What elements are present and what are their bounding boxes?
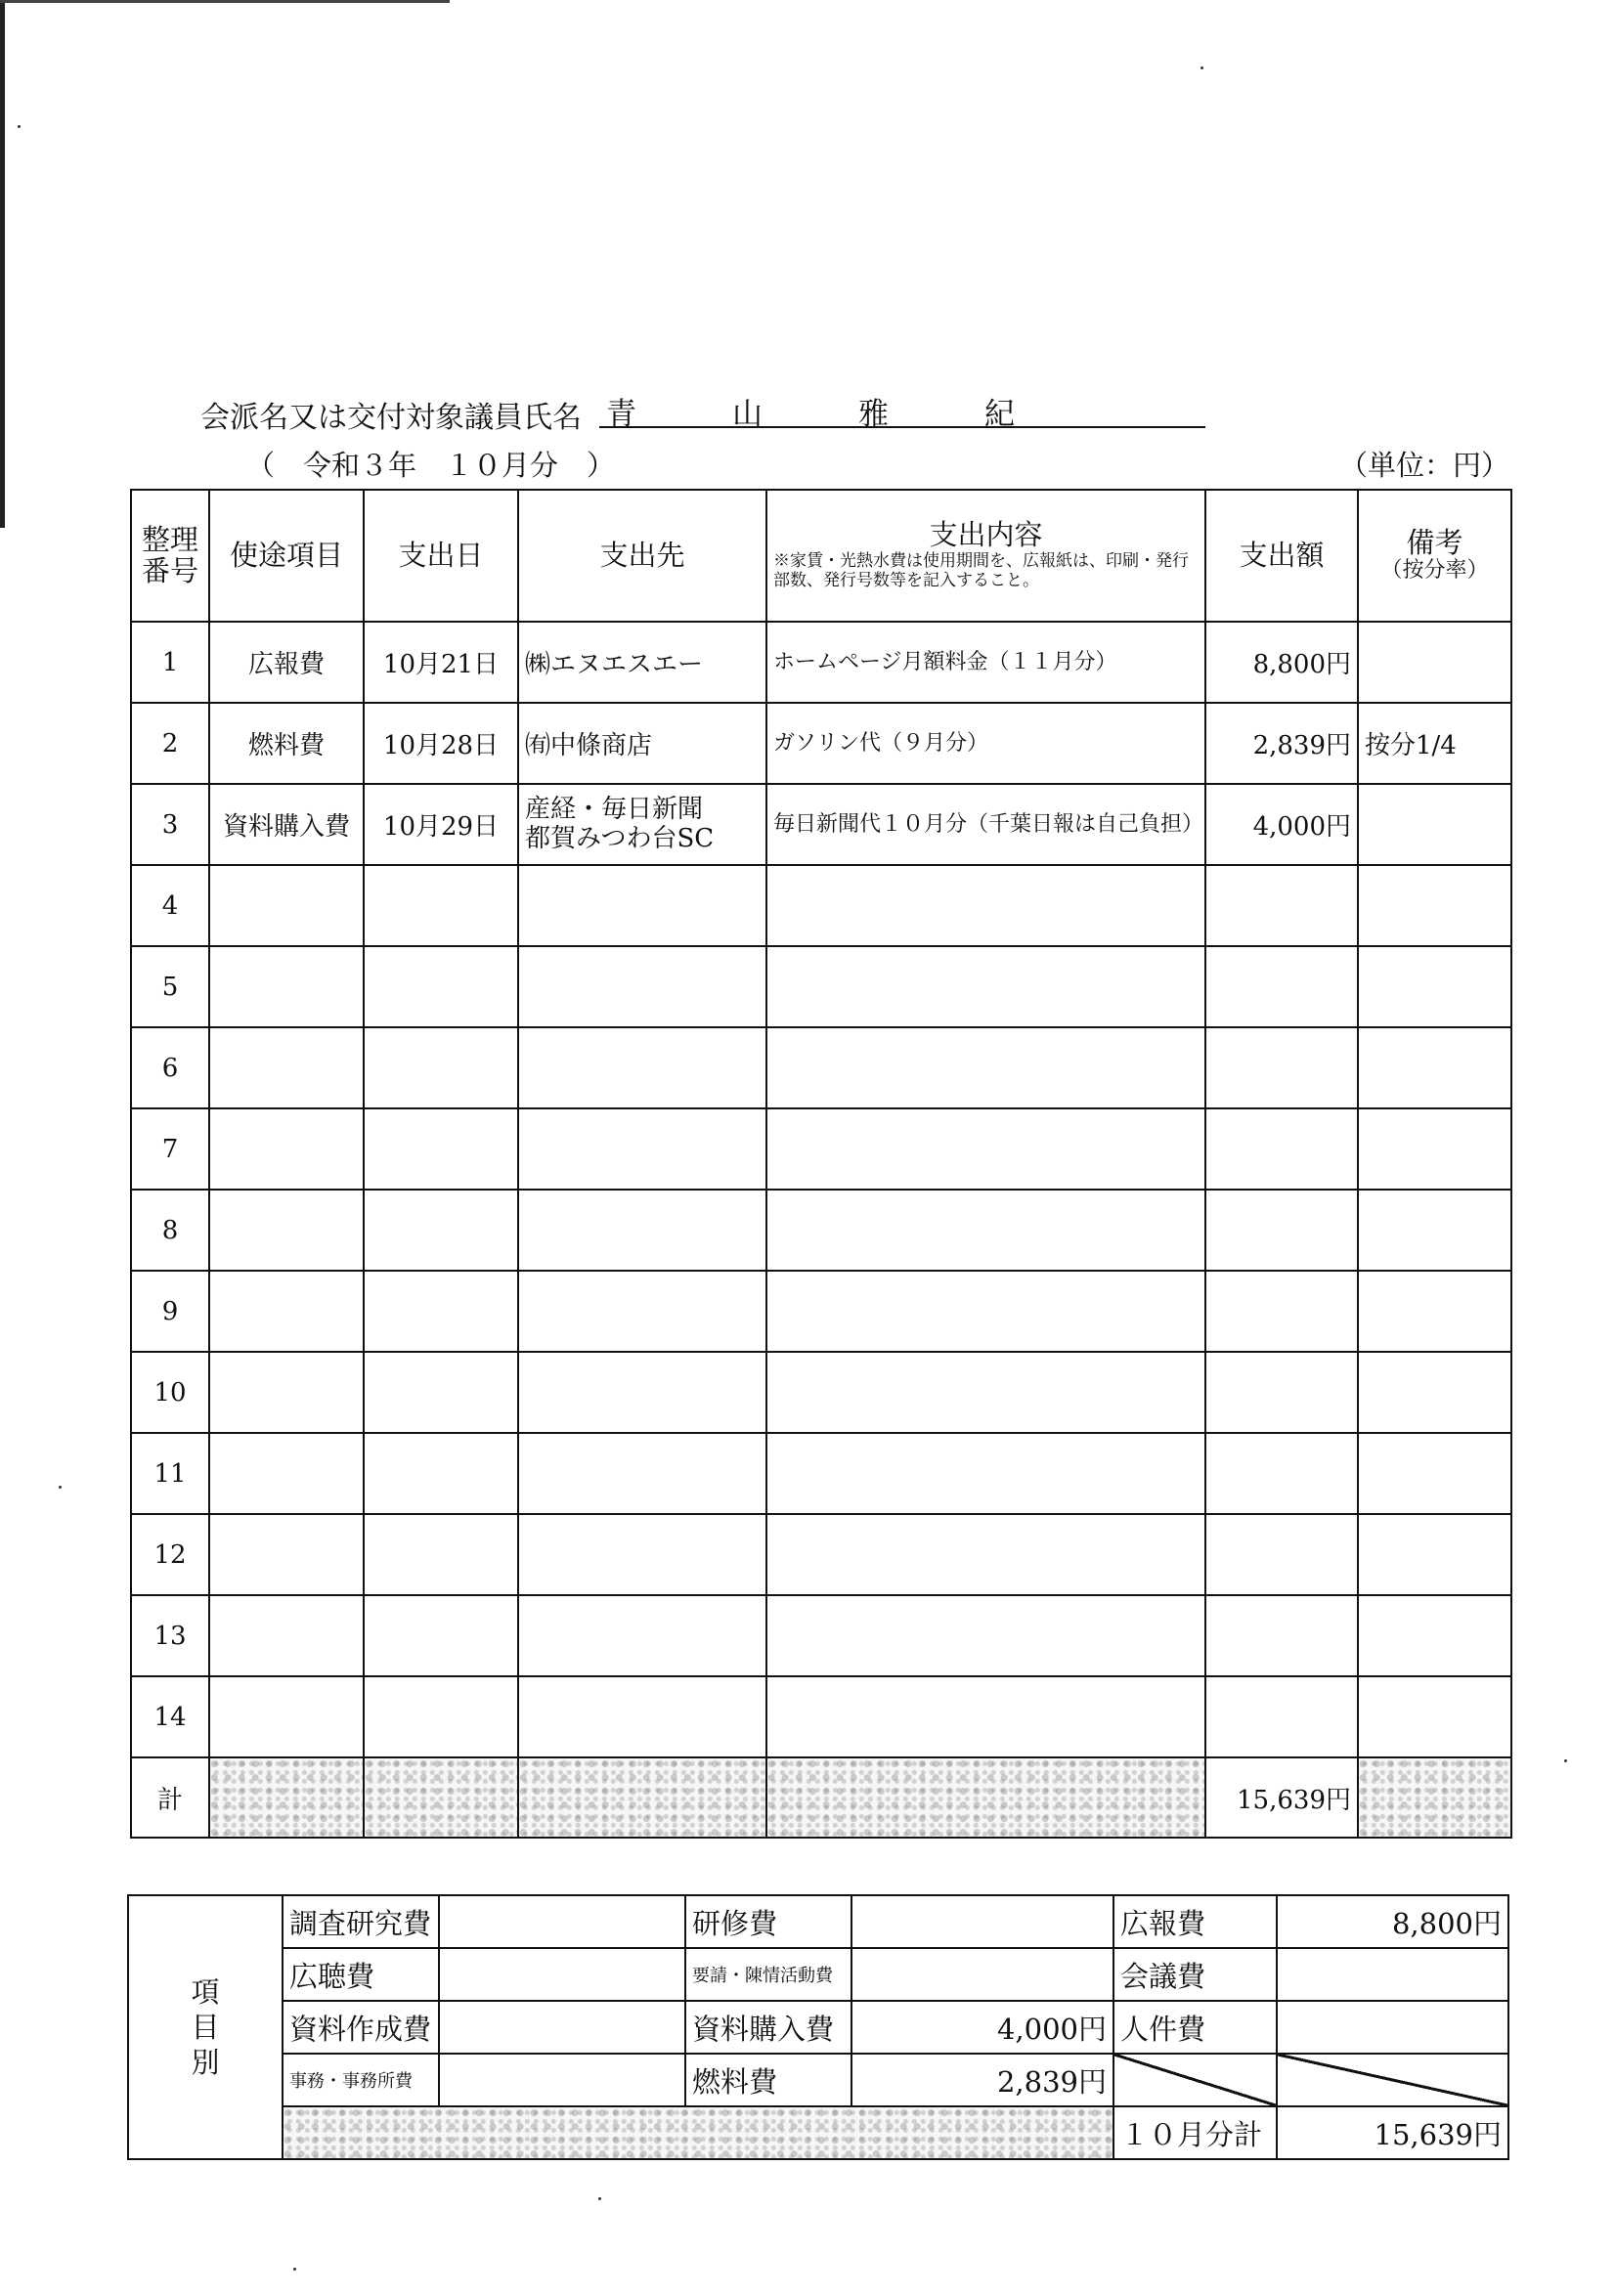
- member-name-line: [200, 389, 1207, 435]
- row-no: 11: [131, 1433, 209, 1514]
- row-remarks: [1358, 784, 1511, 865]
- total-blank: [209, 1757, 364, 1838]
- summary-row: [128, 1948, 1508, 2001]
- table-row: [131, 1352, 1511, 1433]
- scan-speck: [293, 2268, 296, 2271]
- category-summary-table: [127, 1894, 1509, 2160]
- summary-label: 会議費: [1113, 1948, 1277, 2001]
- content-note: ※家賃・光熱水費は使用期間を、広報紙は、印刷・発行部数、発行号数等を記入すること。: [773, 551, 1189, 591]
- row-category: [209, 1352, 364, 1433]
- total-label: 計: [131, 1757, 209, 1838]
- row-payee: [518, 1190, 766, 1271]
- header-category: 使途項目: [209, 490, 364, 622]
- summary-side-label: 項 目 別: [128, 1895, 283, 2159]
- row-date: [364, 1352, 518, 1433]
- total-blank: [766, 1757, 1205, 1838]
- header-payee: 支出先: [518, 490, 766, 622]
- row-no: 13: [131, 1595, 209, 1676]
- row-category: [209, 1027, 364, 1108]
- summary-value: [439, 2001, 685, 2054]
- header-remarks: 備考 （按分率）: [1358, 490, 1511, 622]
- summary-total-value: 15,639円: [1277, 2106, 1508, 2159]
- summary-value: 8,800円: [1277, 1895, 1508, 1948]
- row-date: [364, 1433, 518, 1514]
- row-no: 9: [131, 1271, 209, 1352]
- row-content: [766, 1190, 1205, 1271]
- row-no: 7: [131, 1108, 209, 1190]
- total-blank: [364, 1757, 518, 1838]
- row-content: [766, 1027, 1205, 1108]
- row-remarks: 按分1/4: [1358, 703, 1511, 784]
- row-date: [364, 1676, 518, 1757]
- row-payee: [518, 1595, 766, 1676]
- table-row: [131, 1190, 1511, 1271]
- row-payee: [518, 1514, 766, 1595]
- row-payee-line: ㈱エヌエスエー: [525, 650, 704, 679]
- total-blank: [1358, 1757, 1511, 1838]
- member-name-underline: [599, 389, 1205, 432]
- row-date: [364, 1271, 518, 1352]
- row-remarks: [1358, 946, 1511, 1027]
- row-payee: [518, 1271, 766, 1352]
- row-no: 6: [131, 1027, 209, 1108]
- summary-value: [439, 1948, 685, 2001]
- row-payee-line: ㈲中條商店: [525, 731, 653, 760]
- row-content: [766, 1271, 1205, 1352]
- summary-value: [439, 2054, 685, 2106]
- row-payee: [518, 946, 766, 1027]
- row-date: [364, 1027, 518, 1108]
- scan-speck: [598, 2197, 601, 2200]
- header-amount: 支出額: [1205, 490, 1358, 622]
- row-date: 10月21日: [364, 622, 518, 703]
- row-remarks: [1358, 1352, 1511, 1433]
- table-row: [131, 1271, 1511, 1352]
- row-no: 2: [131, 703, 209, 784]
- member-label: 会派名又は交付対象議員氏名: [200, 401, 582, 435]
- row-category: [209, 1433, 364, 1514]
- table-row: [131, 865, 1511, 946]
- scan-speck: [1564, 1759, 1567, 1762]
- report-period: （ 令和３年 １０月分 ）: [246, 449, 616, 482]
- row-amount: [1205, 1108, 1358, 1190]
- row-content: [766, 1433, 1205, 1514]
- row-remarks: [1358, 1108, 1511, 1190]
- header-content: 支出内容 ※家賃・光熱水費は使用期間を、広報紙は、印刷・発行部数、発行号数等を記入すること。: [766, 490, 1205, 622]
- row-category: [209, 1514, 364, 1595]
- summary-value: [1277, 1948, 1508, 2001]
- total-amount: 15,639円: [1205, 1757, 1358, 1838]
- row-payee: [518, 1352, 766, 1433]
- row-amount: [1205, 946, 1358, 1027]
- row-amount: [1205, 1433, 1358, 1514]
- row-date: [364, 1595, 518, 1676]
- row-content: [766, 1352, 1205, 1433]
- row-category: [209, 1271, 364, 1352]
- row-date: [364, 865, 518, 946]
- row-remarks: [1358, 1271, 1511, 1352]
- summary-label: 広聴費: [283, 1948, 439, 2001]
- summary-label: 広報費: [1113, 1895, 1277, 1948]
- row-date: [364, 1108, 518, 1190]
- row-payee: [518, 1433, 766, 1514]
- row-category: 資料購入費: [209, 784, 364, 865]
- row-category: [209, 865, 364, 946]
- row-amount: [1205, 1514, 1358, 1595]
- row-amount: 2,839円: [1205, 703, 1358, 784]
- row-payee: [518, 1676, 766, 1757]
- row-no: 14: [131, 1676, 209, 1757]
- summary-label: 資料購入費: [685, 2001, 851, 2054]
- summary-label: 燃料費: [685, 2054, 851, 2106]
- summary-label: 調査研究費: [283, 1895, 439, 1948]
- expense-table: [130, 489, 1512, 1839]
- table-row: [131, 703, 1511, 784]
- row-remarks: [1358, 1676, 1511, 1757]
- total-row: [131, 1757, 1511, 1838]
- summary-label: 研修費: [685, 1895, 851, 1948]
- header-no: 整理 番号: [131, 490, 209, 622]
- row-category: [209, 1676, 364, 1757]
- row-content: [766, 865, 1205, 946]
- row-content: [766, 1514, 1205, 1595]
- row-payee-line: 都賀みつわ台SC: [525, 823, 715, 853]
- row-category: [209, 1108, 364, 1190]
- row-payee: [518, 865, 766, 946]
- row-amount: [1205, 1190, 1358, 1271]
- table-row: [131, 1676, 1511, 1757]
- scan-speck: [59, 1486, 62, 1489]
- summary-label: 事務・事務所費: [283, 2054, 439, 2106]
- row-no: 5: [131, 946, 209, 1027]
- row-category: [209, 1595, 364, 1676]
- summary-struck-cell: [1277, 2054, 1508, 2106]
- summary-label: 人件費: [1113, 2001, 1277, 2054]
- summary-row: [128, 1895, 1508, 1948]
- row-no: 4: [131, 865, 209, 946]
- scan-speck: [18, 125, 21, 128]
- row-no: 10: [131, 1352, 209, 1433]
- row-content: ホームページ月額料金（１１月分）: [766, 622, 1205, 703]
- row-amount: [1205, 1027, 1358, 1108]
- row-amount: [1205, 1676, 1358, 1757]
- row-payee: [518, 622, 766, 703]
- summary-row: [128, 2106, 1508, 2159]
- row-no: 8: [131, 1190, 209, 1271]
- row-category: [209, 1190, 364, 1271]
- row-date: 10月29日: [364, 784, 518, 865]
- unit-label: （単位：円）: [1339, 449, 1510, 482]
- row-remarks: [1358, 1190, 1511, 1271]
- row-content: [766, 1595, 1205, 1676]
- table-row: [131, 1514, 1511, 1595]
- row-date: 10月28日: [364, 703, 518, 784]
- row-content: [766, 1108, 1205, 1190]
- table-row: [131, 1595, 1511, 1676]
- scan-speck: [1200, 66, 1203, 69]
- row-amount: [1205, 865, 1358, 946]
- summary-value: [851, 1895, 1113, 1948]
- row-remarks: [1358, 1595, 1511, 1676]
- row-content: 毎日新聞代１０月分（千葉日報は自己負担）: [766, 784, 1205, 865]
- row-amount: 4,000円: [1205, 784, 1358, 865]
- scan-top-line: [0, 0, 450, 3]
- row-amount: [1205, 1271, 1358, 1352]
- row-category: 広報費: [209, 622, 364, 703]
- member-name: 青山雅紀: [606, 397, 1111, 432]
- row-category: 燃料費: [209, 703, 364, 784]
- table-row: [131, 1433, 1511, 1514]
- row-date: [364, 946, 518, 1027]
- row-content: [766, 946, 1205, 1027]
- row-content: [766, 1676, 1205, 1757]
- summary-total-label: １０月分計: [1113, 2106, 1277, 2159]
- row-payee: [518, 1027, 766, 1108]
- summary-value: 2,839円: [851, 2054, 1113, 2106]
- table-row: [131, 1108, 1511, 1190]
- row-amount: 8,800円: [1205, 622, 1358, 703]
- summary-label: 資料作成費: [283, 2001, 439, 2054]
- summary-label: 要請・陳情活動費: [685, 1948, 851, 2001]
- summary-value: 4,000円: [851, 2001, 1113, 2054]
- summary-value: [1277, 2001, 1508, 2054]
- table-header-row: [131, 490, 1511, 622]
- row-no: 12: [131, 1514, 209, 1595]
- row-remarks: [1358, 1514, 1511, 1595]
- summary-row: [128, 2054, 1508, 2106]
- summary-blank: [283, 2106, 1113, 2159]
- row-payee-line: 産経・毎日新聞: [525, 794, 704, 824]
- summary-value: [439, 1895, 685, 1948]
- row-category: [209, 946, 364, 1027]
- row-amount: [1205, 1352, 1358, 1433]
- row-date: [364, 1190, 518, 1271]
- row-remarks: [1358, 1027, 1511, 1108]
- table-row: [131, 946, 1511, 1027]
- row-remarks: [1358, 622, 1511, 703]
- row-content: ガソリン代（９月分）: [766, 703, 1205, 784]
- table-row: [131, 622, 1511, 703]
- row-remarks: [1358, 1433, 1511, 1514]
- row-no: 3: [131, 784, 209, 865]
- summary-row: [128, 2001, 1508, 2054]
- table-row: [131, 784, 1511, 865]
- summary-struck-cell: [1113, 2054, 1277, 2106]
- row-remarks: [1358, 865, 1511, 946]
- row-payee: [518, 784, 766, 865]
- summary-value: [851, 1948, 1113, 2001]
- scan-edge: [0, 0, 5, 528]
- row-no: 1: [131, 622, 209, 703]
- row-payee: [518, 703, 766, 784]
- row-amount: [1205, 1595, 1358, 1676]
- row-payee: [518, 1108, 766, 1190]
- table-row: [131, 1027, 1511, 1108]
- total-blank: [518, 1757, 766, 1838]
- header-date: 支出日: [364, 490, 518, 622]
- row-date: [364, 1514, 518, 1595]
